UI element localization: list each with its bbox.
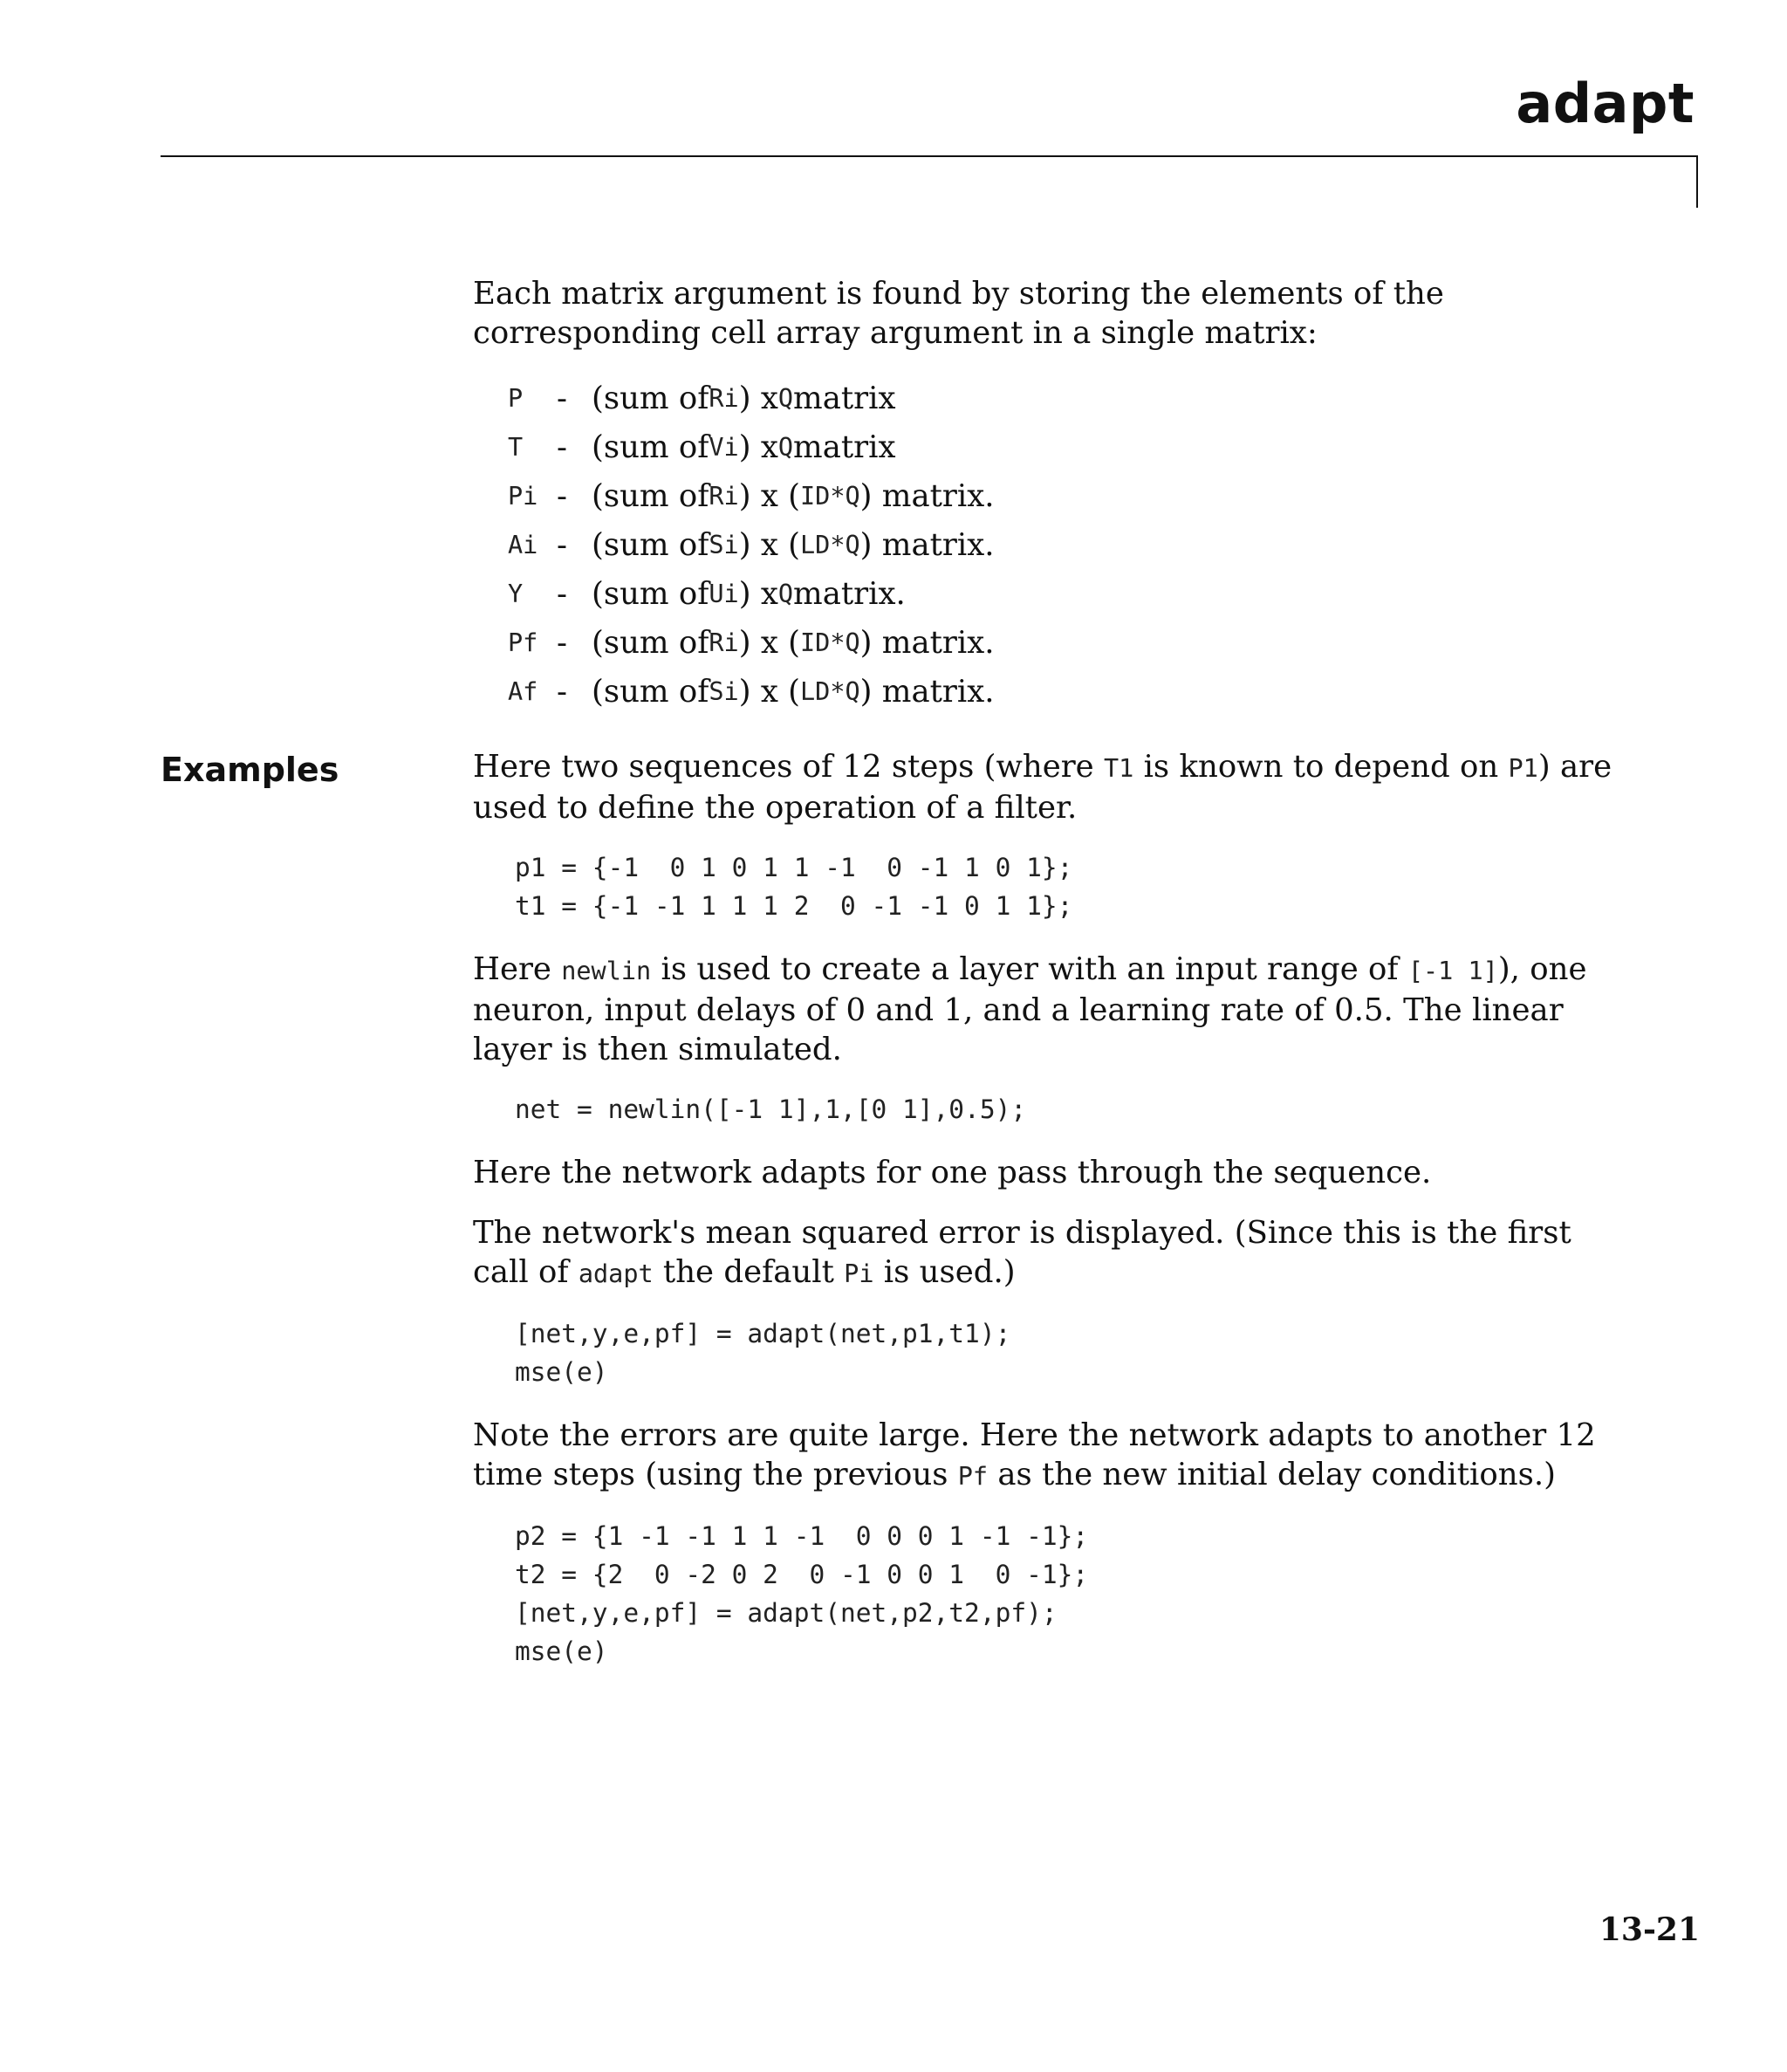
code-block-3: [net,y,e,pf] = adapt(net,p1,t1); mse(e) bbox=[515, 1319, 1011, 1387]
definition-term: Pi bbox=[508, 481, 538, 511]
example-paragraph-2: Here newlin is used to create a layer with an input range of [-1 1]), one neuron, input delays of 0 and 1, and a learning rate of 0.5. The linear layer is then simulated. bbox=[473, 951, 1587, 1067]
definition-term: P bbox=[508, 383, 524, 413]
definition-term: Af bbox=[508, 676, 538, 706]
header-rule-tick bbox=[1696, 155, 1698, 208]
definition-term: Ai bbox=[508, 530, 538, 559]
definition-row: Pi - (sum of Ri ) x ( ID*Q ) matrix. bbox=[508, 477, 995, 514]
definition-row: Af - (sum of Si ) x ( LD*Q ) matrix. bbox=[508, 673, 995, 710]
header-rule bbox=[161, 155, 1698, 157]
example-paragraph-4: The network's mean squared error is displayed. (Since this is the first call of adapt the default Pi is used.) bbox=[473, 1215, 1571, 1290]
definition-term: T bbox=[508, 432, 524, 462]
code-block-2: net = newlin([-1 1],1,[0 1],0.5); bbox=[515, 1094, 1027, 1124]
code-block-4: p2 = {1 -1 -1 1 1 -1 0 0 0 1 -1 -1}; t2 = {2 0 -2 0 2 0 -1 0 0 1 0 -1}; [net,y,e,pf] = adapt(net,p2,t2,pf); mse(e) bbox=[515, 1521, 1089, 1666]
matrix-definition-list bbox=[508, 374, 1633, 716]
definition-row: T - (sum of Vi ) x Q matrix bbox=[508, 429, 896, 465]
intro-paragraph: Each matrix argument is found by storing the elements of the corresponding cell array argument in a single matrix: bbox=[473, 276, 1444, 351]
page-title: adapt bbox=[1516, 72, 1695, 135]
definition-term: Y bbox=[508, 579, 524, 608]
page-number: 13-21 bbox=[1599, 1911, 1700, 1948]
examples-heading: Examples bbox=[161, 751, 339, 789]
code-block-1: p1 = {-1 0 1 0 1 1 -1 0 -1 1 0 1}; t1 = {-1 -1 1 1 1 2 0 -1 -1 0 1 1}; bbox=[515, 853, 1073, 921]
example-paragraph-3: Here the network adapts for one pass through the sequence. bbox=[473, 1155, 1432, 1190]
definition-term: Pf bbox=[508, 628, 538, 657]
example-paragraph-1: Here two sequences of 12 steps (where T1 is known to depend on P1) are used to define the operation of a filter. bbox=[473, 749, 1612, 826]
definition-row: Ai - (sum of Si ) x ( LD*Q ) matrix. bbox=[508, 526, 995, 563]
example-paragraph-5: Note the errors are quite large. Here the network adapts to another 12 time steps (using the previous Pf as the new initial delay conditions.) bbox=[473, 1417, 1596, 1492]
page-body bbox=[473, 274, 1633, 1695]
definition-row: P - (sum of Ri ) x Q matrix bbox=[508, 380, 896, 416]
definition-row: Pf - (sum of Ri ) x ( ID*Q ) matrix. bbox=[508, 624, 995, 661]
definition-row: Y - (sum of Ui ) x Q matrix. bbox=[508, 575, 906, 612]
